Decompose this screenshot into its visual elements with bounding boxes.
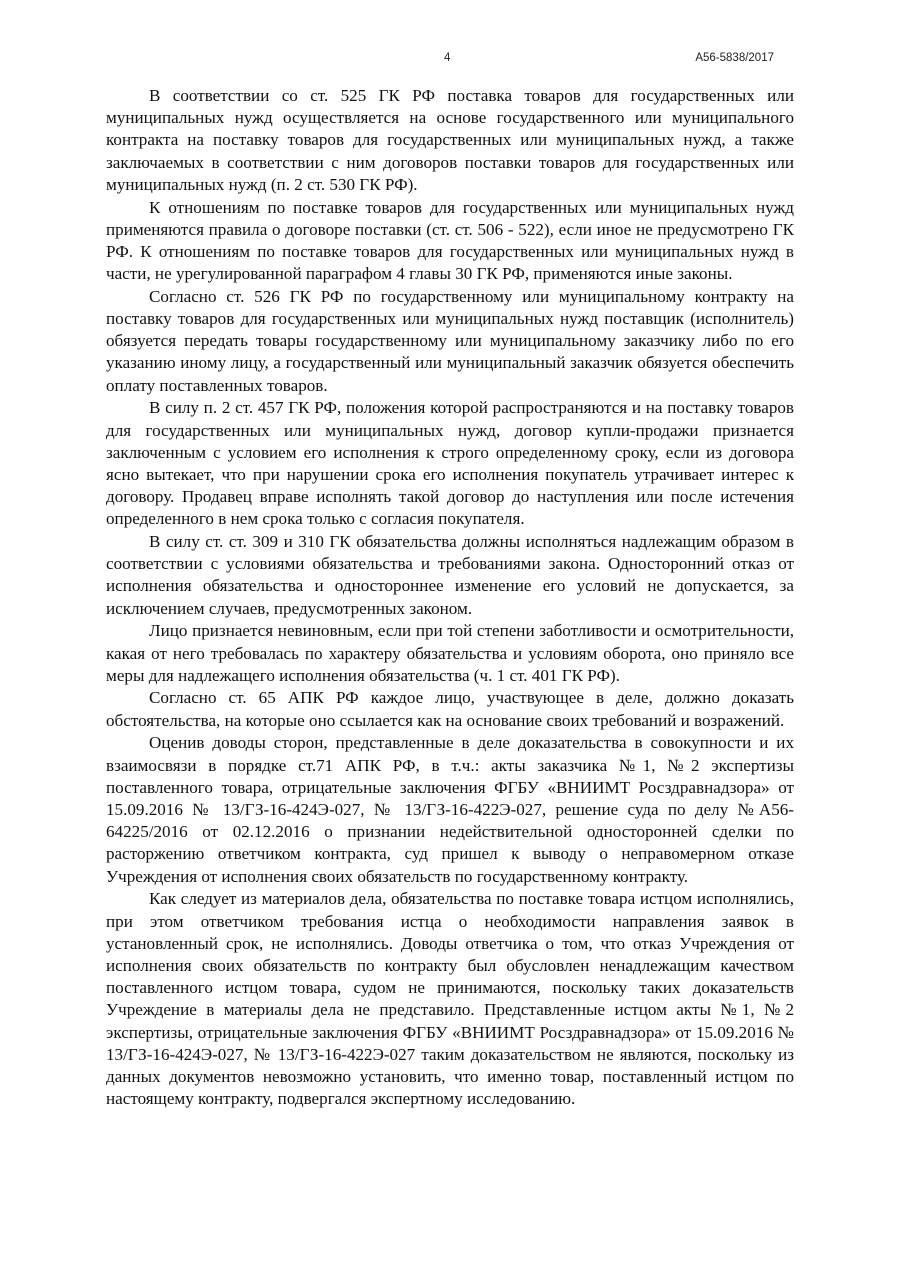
case-number: А56-5838/2017 bbox=[695, 52, 774, 64]
page-number: 4 bbox=[444, 52, 451, 64]
paragraph: В силу п. 2 ст. 457 ГК РФ, положения которой распространяются и на поставку товаров для государственных или муниципальных нужд, договор купли-продажи признается заключенным с условием его исполнения к строго определенному сроку, если из договора ясно вытекает, что при нарушении срока его исполнения покупатель утрачивает интерес к договору. Продавец вправе исполнять такой договор до наступления или после истечения определенного в нем срока только с согласия покупателя. bbox=[106, 398, 794, 529]
paragraph: В соответствии со ст. 525 ГК РФ поставка товаров для государственных или муниципальных нужд осуществляется на основе государственного или муниципального контракта на поставку товаров для государственных или муниципальных нужд, а также заключаемых в соответствии с ним договоров поставки товаров для государственных или муниципальных нужд (п. 2 ст. 530 ГК РФ). bbox=[106, 86, 794, 194]
paragraph: Согласно ст. 65 АПК РФ каждое лицо, участвующее в деле, должно доказать обстоятельства, на которые оно ссылается как на основание своих требований и возражений. bbox=[106, 688, 794, 730]
paragraph: Как следует из материалов дела, обязательства по поставке товара истцом исполнялись, при этом ответчиком требования истца о необходимости направления заявок в установленный срок, не исполнялись. Доводы ответчика о том, что отказ Учреждения от исполнения своих обязательств по контракту был обусловлен ненадлежащим качеством поставленного истцом товара, судом не принимаются, поскольку таких доказательств Учреждение в материалы дела не представило. Представленные истцом акты №1, №2 экспертизы, отрицательные заключения ФГБУ «ВНИИМТ Росздравнадзора» от 15.09.2016 № 13/ГЗ-16-424Э-027, № 13/ГЗ-16-422Э-027 таким доказательством не являются, поскольку из данных документов невозможно установить, что именно товар, поставленный истцом по настоящему контракту, подвергался экспертному исследованию. bbox=[106, 889, 794, 1109]
paragraph: Оценив доводы сторон, представленные в деле доказательства в совокупности и их взаимосвязи в порядке ст.71 АПК РФ, в т.ч.: акты заказчика №1, №2 экспертизы поставленного товара, отрицательные заключения ФГБУ «ВНИИМТ Росздравнадзора» от 15.09.2016 № 13/ГЗ-16-424Э-027, № 13/ГЗ-16-422Э-027, решение суда по делу №А56-64225/2016 от 02.12.2016 о признании недействительной односторонней сделки по расторжению ответчиком контракта, суд пришел к выводу о неправомерном отказе Учреждения от исполнения своих обязательств по государственному контракту. bbox=[106, 733, 794, 886]
paragraph: В силу ст. ст. 309 и 310 ГК обязательства должны исполняться надлежащим образом в соответствии с условиями обязательства и требованиями закона. Односторонний отказ от исполнения обязательства и одностороннее изменение его условий не допускается, за исключением случаев, предусмотренных законом. bbox=[106, 532, 794, 618]
paragraph: Согласно ст. 526 ГК РФ по государственному или муниципальному контракту на поставку товаров для государственных или муниципальных нужд поставщик (исполнитель) обязуется передать товары государственному или муниципальному заказчику либо по его указанию иному лицу, а государственный или муниципальный заказчик обязуется обеспечить оплату поставленных товаров. bbox=[106, 286, 794, 395]
paragraph: К отношениям по поставке товаров для государственных или муниципальных нужд применяются правила о договоре поставки (ст. ст. 506 - 522), если иное не предусмотрено ГК РФ. К отношениям по поставке товаров для государственных или муниципальных нужд в части, не урегулированной параграфом 4 главы 30 ГК РФ, применяются иные законы. bbox=[106, 197, 794, 284]
paragraph: Лицо признается невиновным, если при той степени заботливости и осмотрительности, какая от него требовалась по характеру обязательства и условиям оборота, оно приняло все меры для надлежащего исполнения обязательства (ч. 1 ст. 401 ГК РФ). bbox=[106, 621, 794, 685]
page-header bbox=[0, 52, 900, 72]
document-body bbox=[106, 85, 794, 1111]
